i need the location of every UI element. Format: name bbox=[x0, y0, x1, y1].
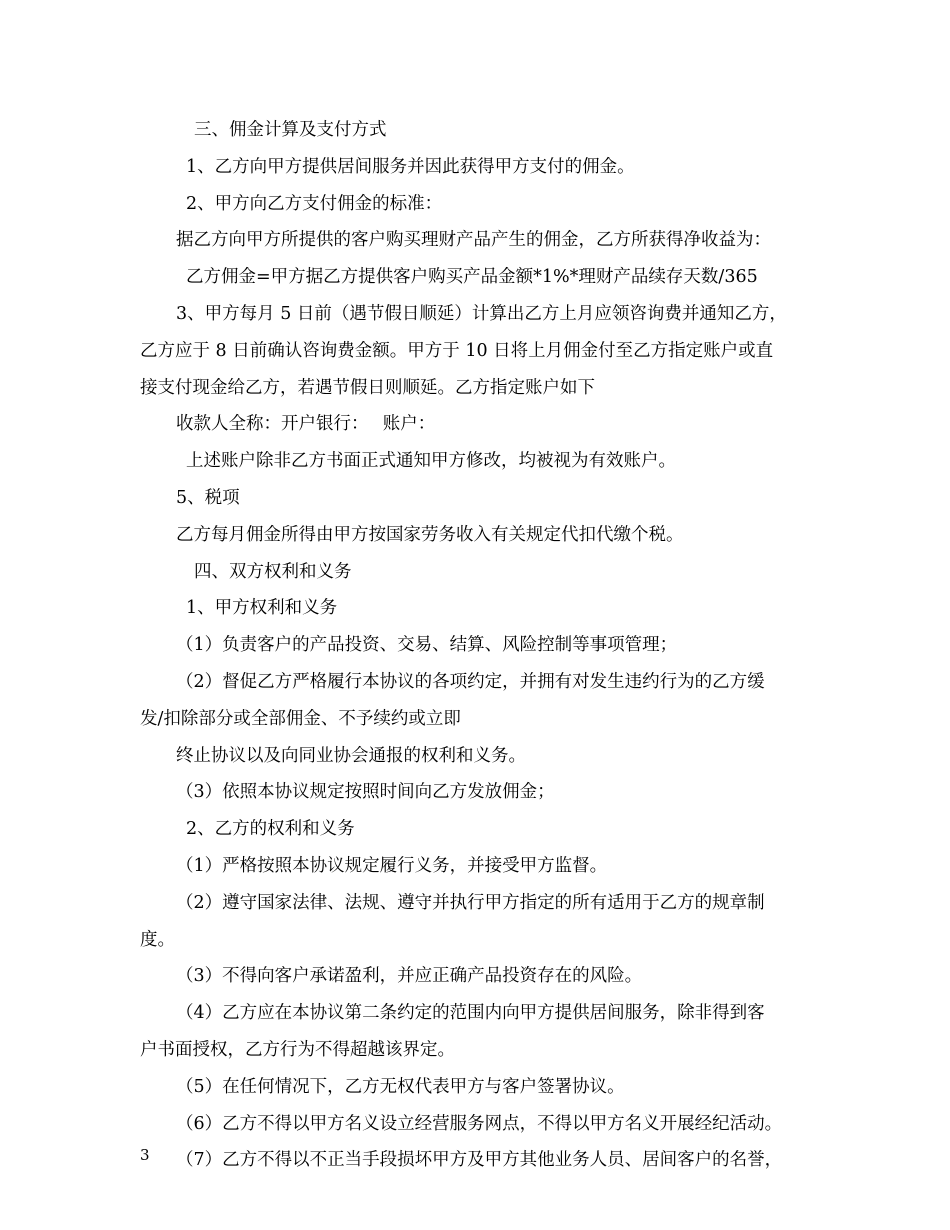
text-line: 乙方佣金=甲方据乙方提供客户购买产品金额*1%*理财产品续存天数/365 bbox=[186, 267, 758, 288]
text-line: 发/扣除部分或全部佣金、不予续约或立即 bbox=[140, 708, 461, 729]
document-body bbox=[140, 112, 820, 1179]
text-line: 3、甲方每月 5 日前（遇节假日顺延）计算出乙方上月应领咨询费并通知乙方， bbox=[176, 303, 787, 324]
text-line: 终止协议以及向同业协会通报的权利和义务。 bbox=[176, 745, 526, 766]
text-line: 1、甲方权利和义务 bbox=[186, 598, 338, 619]
text-line: （7）乙方不得以不正当手段损坏甲方及甲方其他业务人员、居间客户的名誉， bbox=[176, 1150, 783, 1171]
text-line: （3）依照本协议规定按照时间向乙方发放佣金； bbox=[176, 782, 555, 803]
page-number: 3 bbox=[140, 1146, 150, 1164]
text-line: （2）督促乙方严格履行本协议的各项约定，并拥有对发生违约行为的乙方缓 bbox=[176, 671, 765, 692]
text-line: （2）遵守国家法律、法规、遵守并执行甲方指定的所有适用于乙方的规章制 bbox=[176, 892, 765, 913]
text-line: 1、乙方向甲方提供居间服务并因此获得甲方支付的佣金。 bbox=[186, 156, 635, 177]
text-line: （3）不得向客户承诺盈利，并应正确产品投资存在的风险。 bbox=[176, 966, 643, 987]
text-line: 收款人全称：开户银行： 账户： bbox=[176, 414, 436, 435]
text-line: 乙方每月佣金所得由甲方按国家劳务收入有关规定代扣代缴个税。 bbox=[176, 524, 684, 545]
text-line: （5）在任何情况下，乙方无权代表甲方与客户签署协议。 bbox=[176, 1076, 625, 1097]
text-line: （4）乙方应在本协议第二条约定的范围内向甲方提供居间服务，除非得到客 bbox=[176, 1003, 765, 1024]
text-line: 户书面授权，乙方行为不得超越该界定。 bbox=[140, 1039, 455, 1060]
text-line: 5、税项 bbox=[176, 487, 240, 508]
text-line: 接支付现金给乙方，若遇节假日则顺延。乙方指定账户如下 bbox=[140, 377, 595, 398]
text-line: 2、甲方向乙方支付佣金的标准： bbox=[186, 193, 443, 214]
text-line: （1）严格按照本协议规定履行义务，并接受甲方监督。 bbox=[176, 855, 608, 876]
text-line: （1）负责客户的产品投资、交易、结算、风险控制等事项管理； bbox=[176, 635, 678, 656]
text-line: 乙方应于 8 日前确认咨询费金额。甲方于 10 日将上月佣金付至乙方指定账户或直 bbox=[140, 340, 774, 361]
text-line: 度。 bbox=[140, 929, 175, 950]
text-line: 2、乙方的权利和义务 bbox=[186, 819, 355, 840]
text-line: 四、双方权利和义务 bbox=[194, 561, 352, 582]
text-line: 据乙方向甲方所提供的客户购买理财产品产生的佣金，乙方所获得净收益为： bbox=[176, 230, 771, 251]
text-line: 上述账户除非乙方书面正式通知甲方修改，均被视为有效账户。 bbox=[186, 451, 676, 472]
text-line: 三、佣金计算及支付方式 bbox=[194, 120, 387, 140]
text-line: （6）乙方不得以甲方名义设立经营服务网点，不得以甲方名义开展经纪活动。 bbox=[176, 1113, 783, 1134]
